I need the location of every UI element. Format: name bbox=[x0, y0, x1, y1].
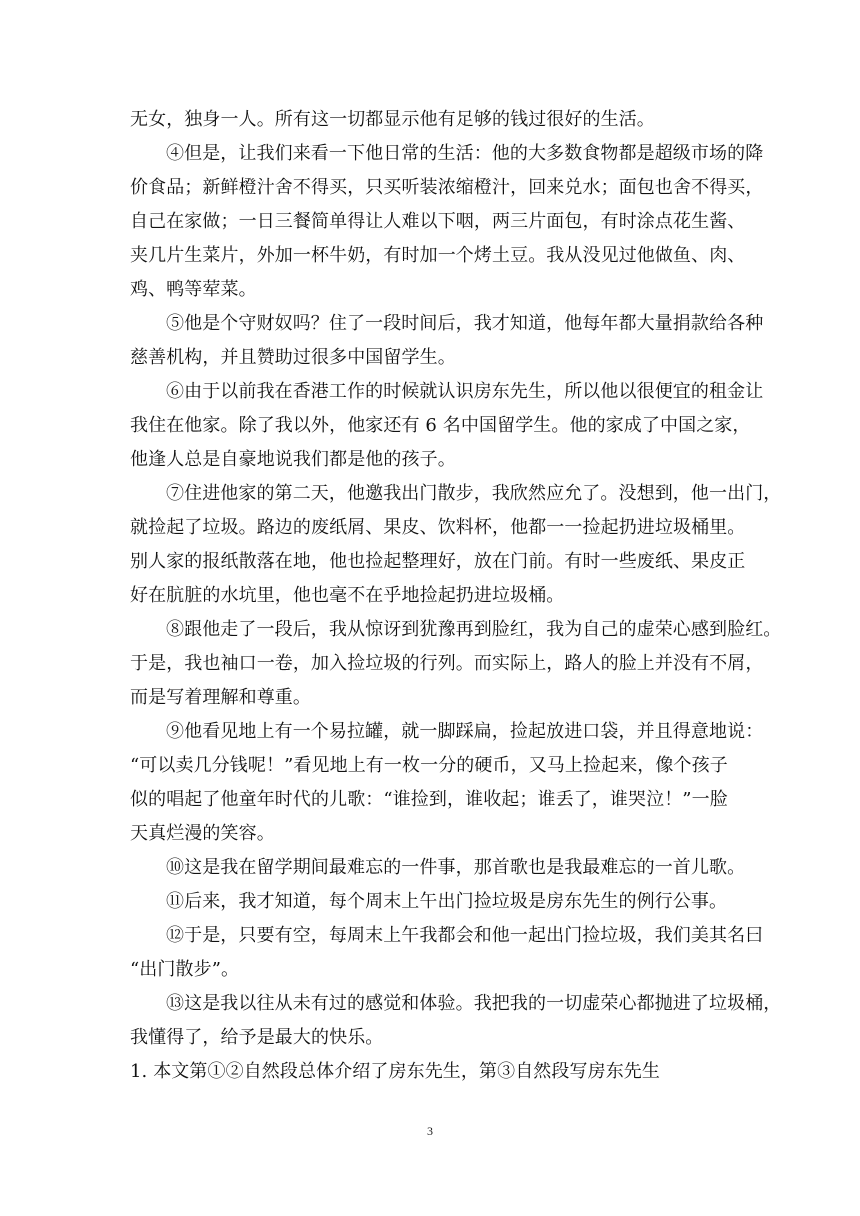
text-line: 就捡起了垃圾。路边的废纸屑、果皮、饮料杯，他都一一捡起扔进垃圾桶里。 bbox=[130, 517, 746, 538]
text-line: 价食品；新鲜橙汁舍不得买，只买听装浓缩橙汁，回来兑水；面包也舍不得买， bbox=[130, 177, 764, 198]
text-line: ⑬这是我以往从未有过的感觉和体验。我把我的一切虚荣心都抛进了垃圾桶， bbox=[166, 993, 782, 1014]
text-line: ⑥由于以前我在香港工作的时候就认识房东先生，所以他以很便宜的租金让 bbox=[166, 381, 764, 402]
text-line: ⑫于是，只要有空，每周末上午我都会和他一起出门捡垃圾，我们美其名曰 bbox=[166, 925, 764, 946]
text-line: ⑩这是我在留学期间最难忘的一件事，那首歌也是我最难忘的一首儿歌。 bbox=[166, 857, 746, 878]
text-line: “可以卖几分钱呢！”看见地上有一枚一分的硬币，又马上捡起来，像个孩子 bbox=[130, 755, 728, 776]
text-line: 无女，独身一人。所有这一切都显示他有足够的钱过很好的生活。 bbox=[130, 109, 655, 130]
text-line: “出门散步”。 bbox=[130, 959, 240, 980]
text-line: ⑦住进他家的第二天，他邀我出门散步，我欣然应允了。没想到，他一出门， bbox=[166, 483, 782, 504]
text-line: 天真烂漫的笑容。 bbox=[130, 823, 275, 844]
text-line: ⑪后来，我才知道，每个周末上午出门捡垃圾是房东先生的例行公事。 bbox=[166, 891, 728, 912]
text-line: 我懂得了，给予是最大的快乐。 bbox=[130, 1027, 384, 1048]
text-line: 似的唱起了他童年时代的儿歌：“谁捡到，谁收起；谁丢了，谁哭泣！”一脸 bbox=[130, 789, 728, 810]
text-line: 别人家的报纸散落在地，他也捡起整理好，放在门前。有时一些废纸、果皮正 bbox=[130, 551, 746, 572]
text-line: 夹几片生菜片，外加一杯牛奶，有时加一个烤土豆。我从没见过他做鱼、肉、 bbox=[130, 245, 746, 266]
text-line: 慈善机构，并且赞助过很多中国留学生。 bbox=[130, 347, 456, 368]
body-text bbox=[130, 103, 782, 1089]
text-line: ⑧跟他走了一段后，我从惊讶到犹豫再到脸红，我为自己的虚荣心感到脸红。 bbox=[166, 619, 782, 640]
text-line: ⑨他看见地上有一个易拉罐，就一脚踩扁，捡起放进口袋，并且得意地说： bbox=[166, 721, 764, 742]
text-line: 于是，我也袖口一卷，加入捡垃圾的行列。而实际上，路人的脸上并没有不屑， bbox=[130, 653, 764, 674]
text-line: ⑤他是个守财奴吗？住了一段时间后，我才知道，他每年都大量捐款给各种 bbox=[166, 313, 764, 334]
text-line: 他逢人总是自豪地说我们都是他的孩子。 bbox=[130, 449, 456, 470]
text-line: 而是写着理解和尊重。 bbox=[130, 687, 311, 708]
text-line: 好在肮脏的水坑里，他也毫不在乎地捡起扔进垃圾桶。 bbox=[130, 585, 565, 606]
text-line: 鸡、鸭等荤菜。 bbox=[130, 279, 257, 300]
text-line: ④但是，让我们来看一下他日常的生活：他的大多数食物都是超级市场的降 bbox=[166, 143, 764, 164]
text-line: 我住在他家。除了我以外，他家还有 6 名中国留学生。他的家成了中国之家， bbox=[130, 415, 751, 436]
page-number: 3 bbox=[427, 1124, 433, 1138]
text-line: 自己在家做；一日三餐简单得让人难以下咽，两三片面包，有时涂点花生酱、 bbox=[130, 211, 746, 232]
text-line: 1. 本文第①②自然段总体介绍了房东先生，第③自然段写房东先生 bbox=[130, 1061, 660, 1082]
